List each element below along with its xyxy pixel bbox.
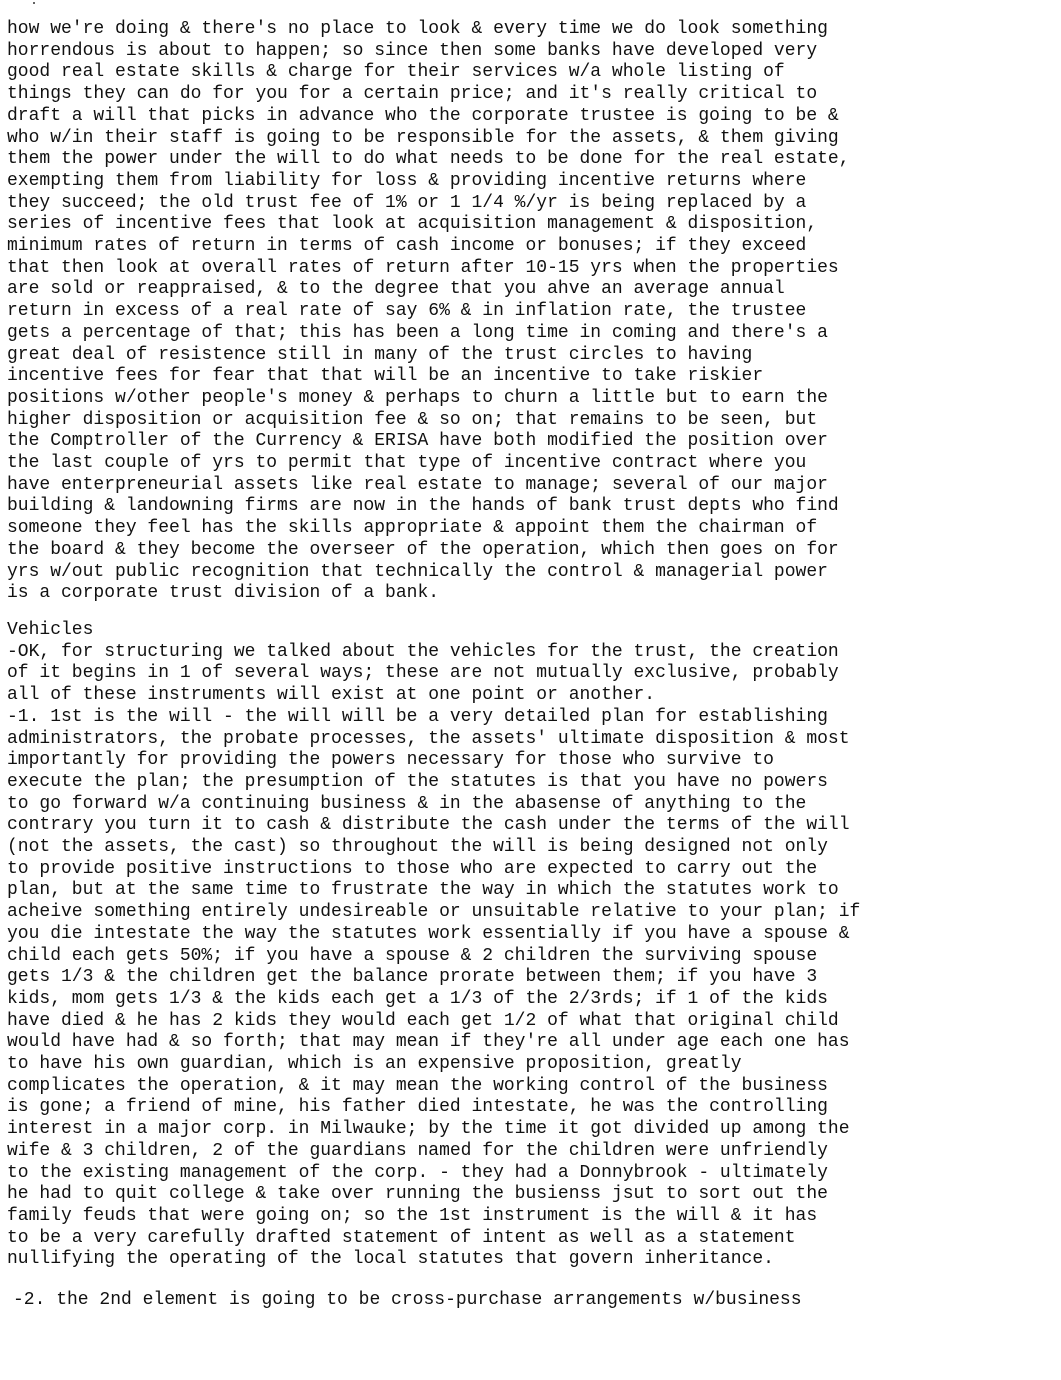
paragraph-cross-purchase: -2. the 2nd element is going to be cross-purchase arrangements w/business (13, 1290, 802, 1310)
paragraph-trustee-incentives: how we're doing & there's no place to look & every time we do look something horrendous is about to happen; so since then some banks have developed very good real estate skills & charge for their services w/a whole listing of things they can do for you for a certain price; and it's really critical to draft a will that picks in advance who the corporate trustee is going to be & who w/in their staff is going to be responsible for the assets, & them giving them the power under the will to do what needs to be done for the real estate, exempting them from liability for loss & providing incentive returns where they succeed; the old trust fee of 1% or 1 1/4 %/yr is being replaced by a series of incentive fees that look at acquisition management & disposition, minimum rates of return in terms of cash income or bonuses; if they exceed that then look at overall rates of return after 10-15 yrs when the properties are sold or reappraised, & to the degree that you ahve an average annual return in excess of a real rate of say 6% & in inflation rate, the trustee gets a percentage of that; this has been a long time in coming and there's a great deal of resistence still in many of the trust circles to having incentive fees for fear that that will be an incentive to take riskier positions w/other people's money & perhaps to churn a little but to earn the higher disposition or acquisition fee & so on; that remains to be seen, but the Comptroller of the Currency & ERISA have both modified the position over the last couple of yrs to permit that type of incentive contract where you have enterpreneurial assets like real estate to manage; several of our major building & landowning firms are now in the hands of bank trust depts who find someone they feel has the skills appropriate & appoint them the chairman of the board & they become the overseer of the operation, which then goes on for yrs w/out public recognition that technically the control & managerial power is a corporate trust division of a bank. (7, 19, 850, 604)
paragraph-vehicles-will: Vehicles -OK, for structuring we talked about the vehicles for the trust, the creation of it begins in 1 of several ways; these are not mutually exclusive, probably all of these instruments will exist at one point or another. -1. 1st is the will - the will will be a very detailed plan for establishing administrators, the probate processes, the assets' ultimate disposition & most importantly for providing the powers necessary for those who survive to execute the plan; the presumption of the statutes is that you have no powers to go forward w/a continuing business & in the abasense of anything to the contrary you turn it to cash & distribute the cash under the terms of the will (not the assets, the cast) so throughout the will is being designed not only to provide positive instructions to those who are expected to carry out the plan, but at the same time to frustrate the way in which the statutes work to acheive something entirely undesireable or unsuitable relative to your plan; if you die intestate the way the statutes work essentially if you have a spouse & child each gets 50%; if you have a spouse & 2 children the surviving spouse gets 1/3 & the children get the balance prorate between them; if you have 3 kids, mom gets 1/3 & the kids each get a 1/3 of the 2/3rds; if 1 of the kids have died & he has 2 kids they would each get 1/2 of what that original child would have had & so forth; that may mean if they're all under age each one has to have his own guardian, which is an expensive proposition, greatly complicates the operation, & it may mean the working control of the business is gone; a friend of mine, his father died intestate, he was the controlling interest in a major corp. in Milwauke; by the time it got divided up among the wife & 3 children, 2 of the guardians named for the children were unfriendly to the existing management of the corp. - they had a Donnybrook - ultimately he had to quit college & take over running the busienss jsut to sort out the family feuds that were going on; so the 1st instrument is the will & it has to be a very carefully drafted statement of intent as well as a statement nullifying the operating of the local statutes that govern inheritance. (7, 620, 861, 1270)
scan-speck (33, 2, 35, 4)
